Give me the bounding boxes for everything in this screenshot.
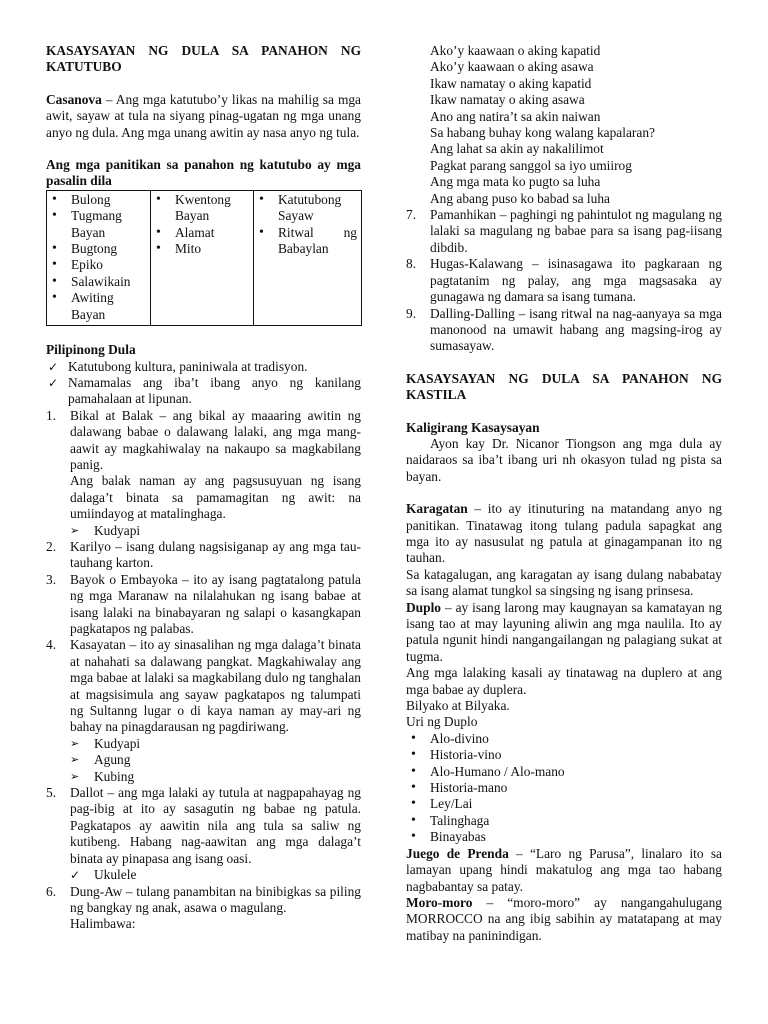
- instrument-list: [70, 736, 361, 785]
- instrument-list: [70, 523, 361, 539]
- poem-line: Ano ang natira’t sa akin naiwan: [430, 108, 601, 124]
- duplo-text: – ay isang larong may kaugnayan sa kamatayan ng isang tao at may layuning aliwin ang mga naulila. Ito ay patula ngunit hindi nangangailangan ng palagiang sukat at tugma.: [406, 599, 722, 664]
- item-text: Hugas-Kalawang – isinasagawa ito pagkaraan ng pagtatanim ng palay, ang mga magsasaka ay gunagawa ng damara sa isang tumana.: [430, 256, 722, 305]
- item-text: Karilyo – isang dulang nagsisiganap ay ang mga tau-tauhang karton.: [70, 538, 361, 571]
- poem-line: Sa habang buhay kong walang kapalaran?: [430, 125, 655, 141]
- poem-line: Ang lahat sa akin ay nakalilimot: [430, 141, 604, 157]
- dung-aw-poem: [406, 43, 722, 207]
- moro-text: – “moro-moro” ay nangangahulugang MORROCCO na ang ibig sabihin ay matatapang at may matibay na paninindigan.: [406, 894, 722, 943]
- item-text: Pamanhikan – paghingi ng pahintulot ng magulang ng lalaki sa magulang ng babae para sa isang pag-iisang dibdib.: [430, 207, 722, 255]
- check-item: ✓ Namamalas ang iba’t ibang anyo ng kanilang pamahalaan at lipunan.: [46, 375, 361, 408]
- instrument-item: ➢ Kudyapi: [70, 736, 361, 752]
- list-item: • Bugtong: [51, 241, 146, 257]
- dula-item-2: [46, 539, 361, 572]
- pilipinong-dula-heading: Pilipinong Dula: [46, 342, 136, 358]
- item-number: 7.: [406, 207, 417, 223]
- duplo-paragraph: [406, 600, 722, 666]
- list-item: • Historia-vino: [406, 747, 722, 763]
- list-item: • Katutubong Sayaw: [258, 192, 357, 225]
- item-extra: Halimbawa:: [70, 916, 136, 932]
- list-item: • Bulong: [51, 192, 146, 208]
- item-number: 4.: [46, 637, 57, 653]
- poem-line: Ako’y kaawaan o aking asawa: [430, 59, 594, 75]
- list-item: • Binayabas: [406, 829, 722, 845]
- kaligirang-heading: Kaligirang Kasaysayan: [406, 419, 540, 435]
- right-column: [406, 0, 722, 944]
- casanova-paragraph: [46, 92, 361, 141]
- duplo-types-list: [406, 731, 722, 846]
- pilipinong-dula-checklist: [46, 359, 361, 408]
- dula-list-left: [46, 408, 361, 933]
- poem-line: Ang mga mata ko pugto sa luha: [430, 174, 601, 190]
- instrument-item: ➢ Kudyapi: [70, 523, 361, 539]
- check-item: ✓ Katutubong kultura, paniniwala at tradisyon.: [46, 359, 361, 375]
- list-item: • Epiko: [51, 257, 146, 273]
- item-text: Bikal at Balak – ang bikal ay maaaring awitin ng dalawang babae o dalawang lalaki, ang mga mang-aawit ay magkahiwalay na nakaupo sa magkabilang panig.: [70, 407, 361, 472]
- list-item: • Alamat: [155, 225, 249, 241]
- item-number: 6.: [46, 883, 57, 899]
- dula-item-3: [46, 572, 361, 638]
- poem-line: Ang abang puso ko babad sa luha: [430, 190, 610, 206]
- list-item: • Mito: [155, 241, 249, 257]
- list-item: • Historia-mano: [406, 780, 722, 796]
- panitikan-table: [46, 190, 362, 326]
- dula-item-8: [406, 256, 722, 305]
- karagatan-term: Karagatan: [406, 501, 468, 517]
- list-item: • Ritwal ng Babaylan: [258, 225, 357, 258]
- left-column: [46, 0, 361, 933]
- poem-line: Ako’y kaawaan o aking kapatid: [430, 43, 601, 58]
- dula-item-1: [46, 408, 361, 539]
- dula-item-7: [406, 207, 722, 256]
- dula-item-9: [406, 306, 722, 355]
- item-text: Dung-Aw – tulang panambitan na binibigkas sa piling ng bangkay ng anak, asawa o magulang.: [70, 883, 361, 915]
- section-title-katutubo: KASAYSAYAN NG DULA SA PANAHON NG KATUTUBO: [46, 43, 361, 75]
- juego-paragraph: [406, 846, 722, 895]
- list-item: • Alo-divino: [406, 731, 722, 747]
- juego-text: – “Laro ng Parusa”, linalaro ito sa lamayan upang hindi makatulog ang mga tao habang nagbabantay sa patay.: [406, 845, 722, 894]
- item-text: Dalling-Dalling – isang ritwal na nag-aanyaya sa mga manonood na umawit habang ang magsing-irog ay sumasayaw.: [430, 305, 722, 354]
- poem-line: Pagkat parang sanggol sa iyo umiirog: [430, 157, 632, 173]
- item-number: 2.: [46, 538, 57, 554]
- list-item: • Salawikain: [51, 274, 146, 290]
- moro-paragraph: [406, 895, 722, 944]
- karagatan-text: – ito ay itinuturing na matandang anyo ng panitikan. Tinatawag itong tulang padula sapagkat ang mga ito ay nasusulat ng patula at ginagampanan ito ng tauhan.: [406, 501, 722, 566]
- item-extra: Ang balak naman ay ang pagsusuyuan ng isang dalaga’t binata sa pamamagitan ng awit: na umiindayog at matalinghaga.: [70, 473, 361, 522]
- katagalugan-paragraph: Sa katagalugan, ang karagatan ay isang dulang nababatay sa isang alamat tungkol sa singsing ng isang prinsesa.: [406, 566, 722, 599]
- karagatan-paragraph: [406, 501, 722, 567]
- list-item: • Ley/Lai: [406, 796, 722, 812]
- poem-line: Ikaw namatay o aking kapatid: [430, 75, 592, 91]
- section-title-kastila: KASAYSAYAN NG DULA SA PANAHON NG KASTILA: [406, 370, 722, 403]
- dula-item-5: [46, 785, 361, 883]
- item-number: 9.: [406, 305, 417, 321]
- kaligirang-paragraph: Ayon kay Dr. Nicanor Tiongson ang mga dula ay naidaraos sa iba’t ibang uri nh okasyon tulad ng pista sa bayan.: [406, 435, 722, 484]
- poem-line: Ikaw namatay o aking asawa: [430, 92, 585, 108]
- item-number: 3.: [46, 571, 57, 587]
- table-cell-col3: [254, 190, 362, 325]
- item-number: 8.: [406, 256, 417, 272]
- list-item: • Alo-Humano / Alo-mano: [406, 764, 722, 780]
- item-text: Bayok o Embayoka – ito ay isang pagtatalong patula ng mga Maranaw na nilalahukan ng isang babae at isang lalaki na binabayaran ng salapi o kasangkapan pagkatapos ng palabas.: [70, 571, 361, 636]
- item-number: 5.: [46, 785, 57, 801]
- bilyako-line: Bilyako at Bilyaka.: [406, 698, 510, 714]
- item-text: Kasayatan – ito ay sinasalihan ng mga dalaga’t binata at nahahati sa dalawang pangkat. Magkahiwalay ang mga babae at lalaki sa magkabilang dulo ng tanghalan at magsisimula ang sayaw pagkatapos ng talumpati ng Sultanng lugar o di kaya naman ay may-ari ng bahay na pinagdarausan ng pagdiriwang.: [70, 637, 361, 735]
- casanova-term: Casanova: [46, 91, 102, 107]
- lalaking-paragraph: Ang mga lalaking kasali ay tinatawag na duplero at ang mga babae ay duplera.: [406, 665, 722, 697]
- table-cell-col1: [47, 190, 151, 325]
- list-item: • Awiting Bayan: [51, 290, 146, 323]
- moro-term: Moro-moro: [406, 894, 473, 910]
- list-item: • Kwentong Bayan: [155, 192, 249, 225]
- dula-item-6: [46, 884, 361, 933]
- item-number: 1.: [46, 407, 57, 423]
- juego-term: Juego de Prenda: [406, 845, 509, 861]
- dula-item-4: [46, 637, 361, 785]
- casanova-text: – Ang mga katutubo’y likas na mahilig sa mga awit, sayaw at tula na siyang pinag-ugatan ng mga unang anyo ng dula. Ang mga unang awitin ay nasa anyo ng tula.: [46, 91, 361, 140]
- uri-duplo-heading: Uri ng Duplo: [406, 714, 478, 730]
- panitikan-heading: Ang mga panitikan sa panahon ng katutubo ay mga pasalin dila: [46, 157, 361, 189]
- instrument-list: [70, 867, 361, 883]
- item-text: Dallot – ang mga lalaki ay tutula at nagpapahayag ng pag-ibig at ito ay sasagutin ng babae ng patula. Pagkatapos ay aawitin nila ang tula sa saliw ng kutibeng. Habang nag-aawitan ang mga dalaga’t binata ay pinapasa ang isang oasi.: [70, 785, 361, 866]
- instrument-item: ➢ Agung: [70, 752, 361, 768]
- list-item: • Talinghaga: [406, 813, 722, 829]
- list-item: • Tugmang Bayan: [51, 208, 146, 241]
- instrument-item: ➢ Kubing: [70, 769, 361, 785]
- dula-list-right: [406, 207, 722, 355]
- table-cell-col2: [151, 190, 254, 325]
- duplo-term: Duplo: [406, 599, 441, 615]
- instrument-item: ✓ Ukulele: [70, 867, 361, 883]
